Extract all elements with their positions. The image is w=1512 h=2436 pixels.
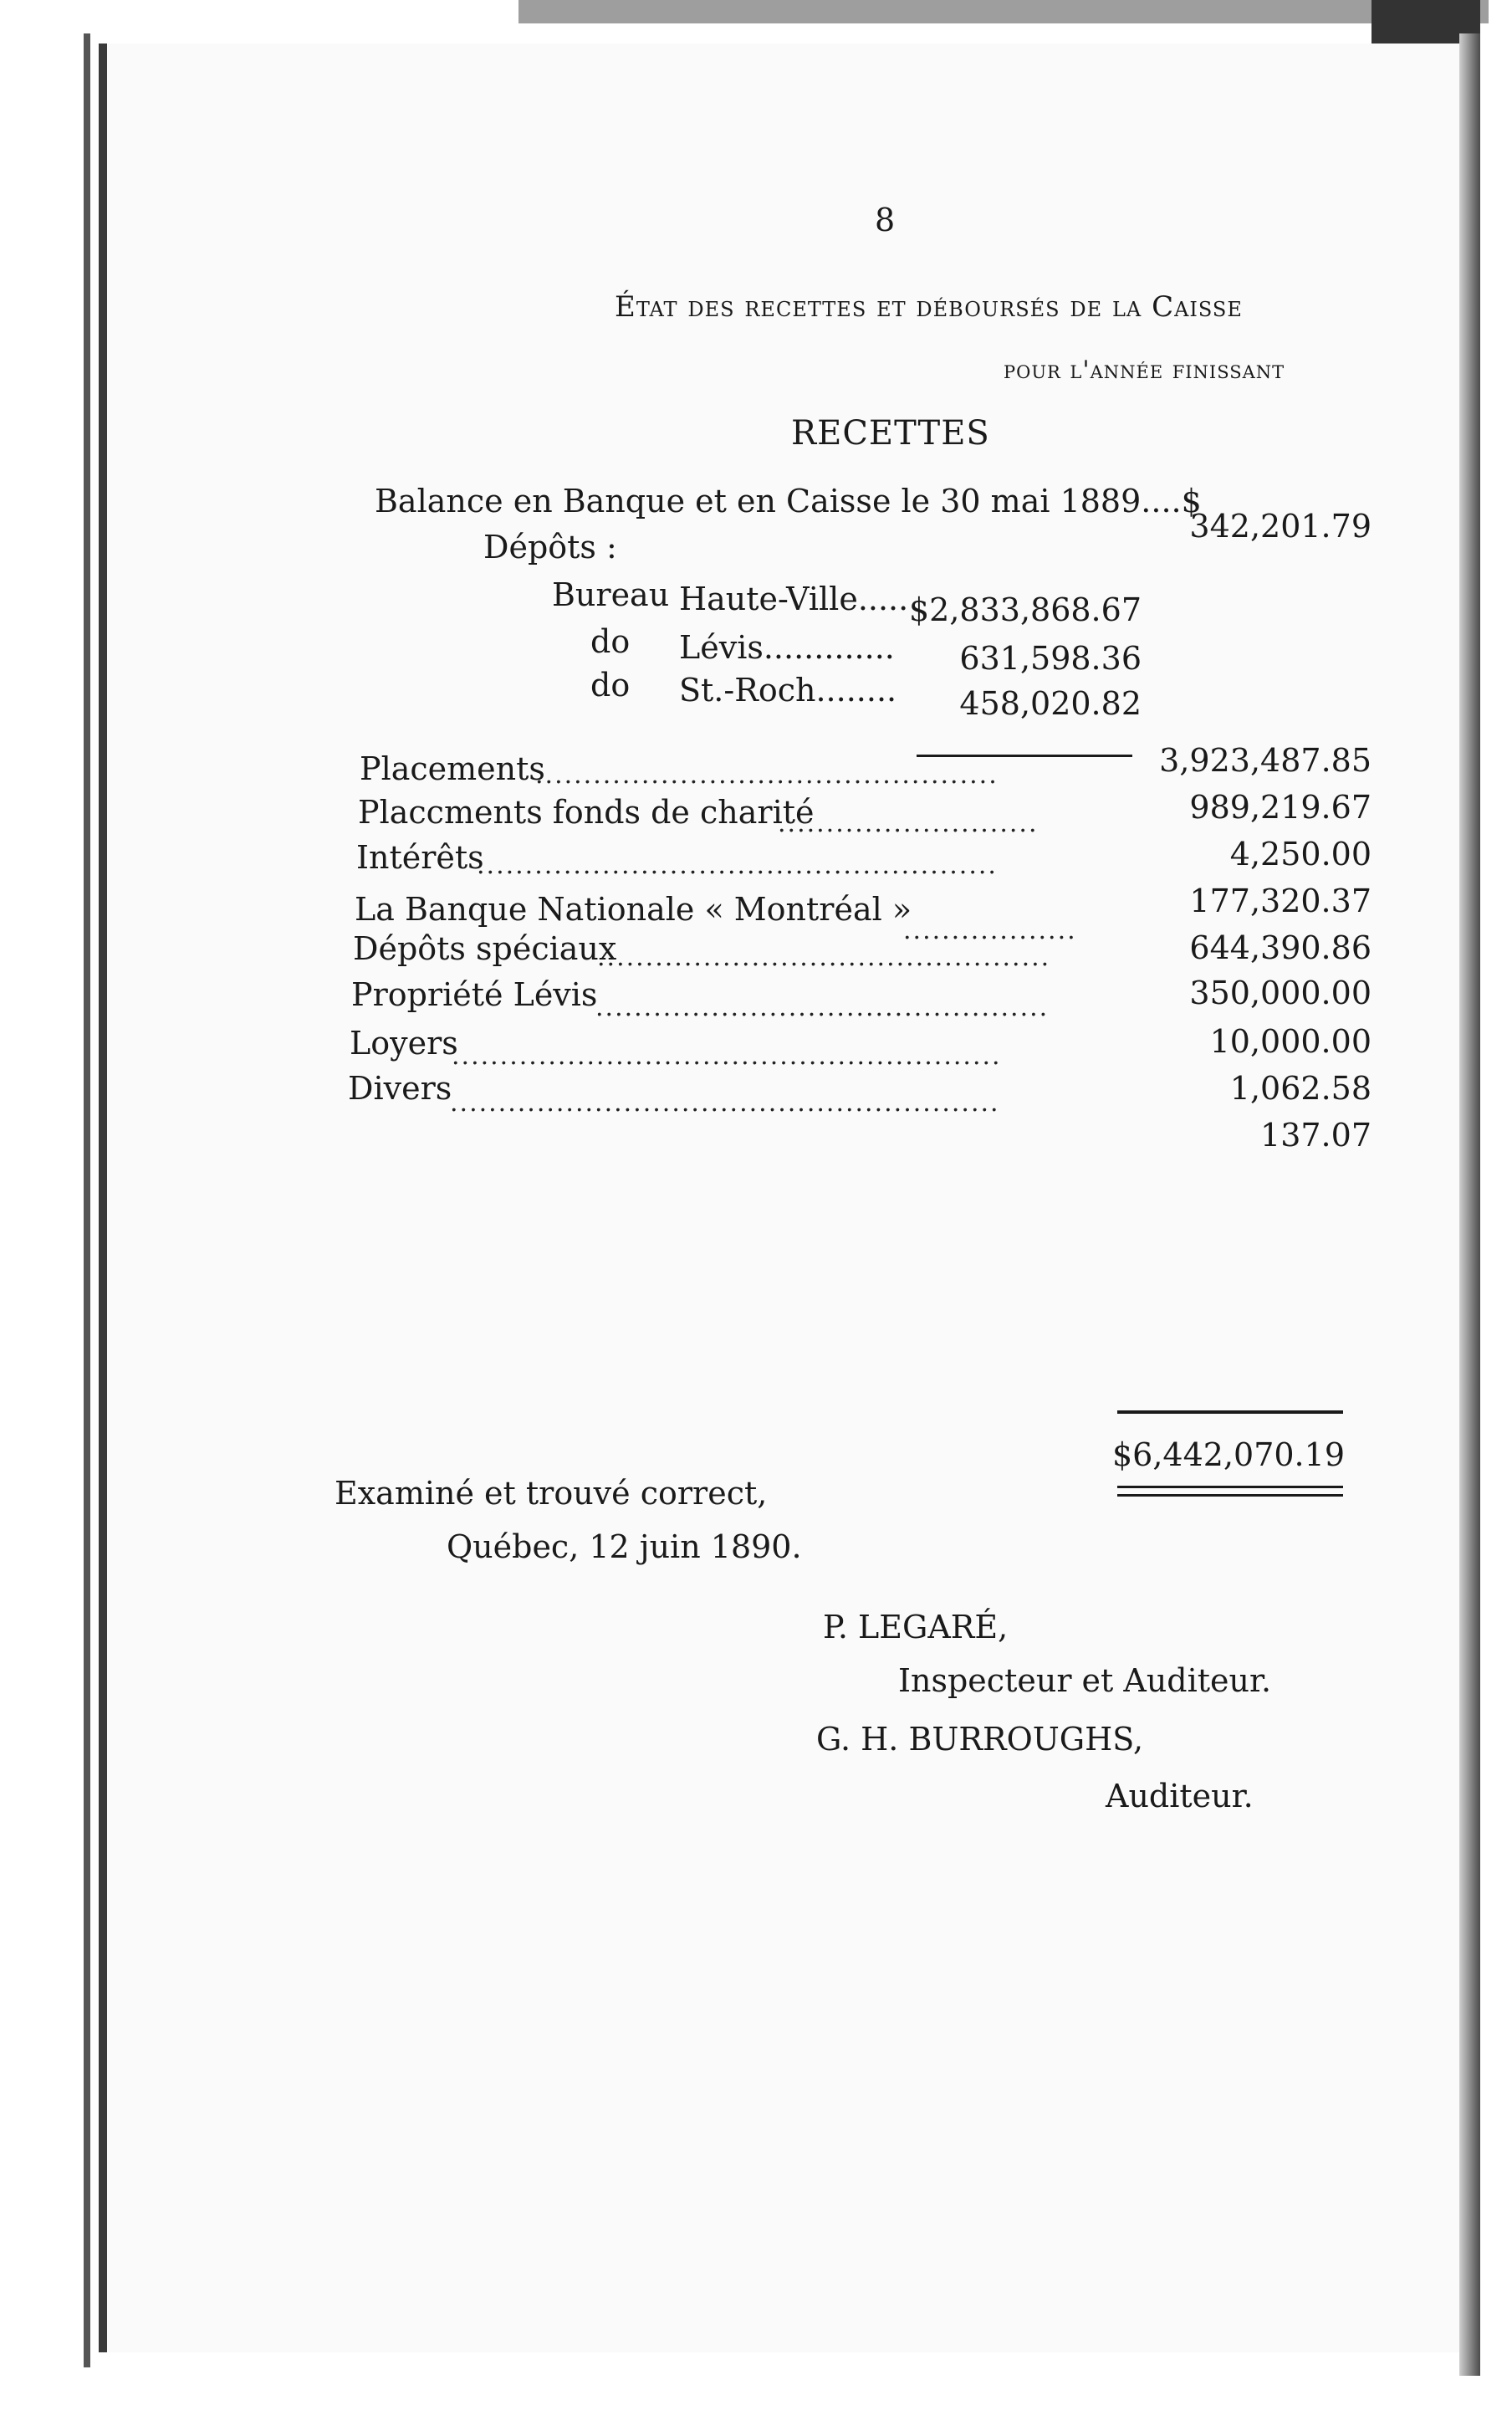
attestation-line2: Québec, 12 juin 1890. xyxy=(447,1528,802,1565)
deposit-prefix: do xyxy=(590,667,631,704)
item-amount: 137.07 xyxy=(1260,1117,1372,1154)
dot-leader: ............................................... xyxy=(597,943,1051,972)
deposit-amount: $2,833,868.67 xyxy=(908,591,1142,628)
total-double-rule-1 xyxy=(1117,1486,1343,1488)
item-amount: 644,390.86 xyxy=(1189,929,1372,966)
deposit-amount: 631,598.36 xyxy=(959,640,1142,677)
item-amount: 4,250.00 xyxy=(1229,836,1372,873)
item-label: La Banque Nationale « Montréal » xyxy=(355,891,912,928)
item-label: Propriété Lévis xyxy=(351,976,598,1013)
signatory-title: Auditeur. xyxy=(1106,1778,1254,1814)
dot-leader: ............................................... xyxy=(595,993,1050,1022)
item-amount: 177,320.37 xyxy=(1189,883,1372,919)
statement-heading-line1: État des recettes et déboursés de la Caisse xyxy=(615,290,1243,324)
dot-leader: .................. xyxy=(903,916,1077,945)
signatory-title: Inspecteur et Auditeur. xyxy=(898,1662,1272,1699)
item-label: Placements xyxy=(360,750,545,787)
item-label: Placcments fonds de charité xyxy=(358,794,815,831)
signatory-name: P. LEGARÉ, xyxy=(823,1609,1009,1645)
dot-leader: ................................................ xyxy=(535,760,999,790)
item-label: Dépôts spéciaux xyxy=(353,930,617,967)
item-amount: 350,000.00 xyxy=(1189,975,1372,1011)
deposit-prefix: Bureau xyxy=(552,576,670,613)
item-amount: 989,219.67 xyxy=(1189,789,1372,826)
deposit-name: St.-Roch........ xyxy=(679,672,897,709)
grand-total: $6,442,070.19 xyxy=(1111,1436,1345,1473)
item-amount: 1,062.58 xyxy=(1229,1070,1372,1107)
deposit-prefix: do xyxy=(590,623,631,660)
section-title: RECETTES xyxy=(791,414,990,453)
total-rule-top xyxy=(1117,1410,1343,1414)
item-amount: 10,000.00 xyxy=(1209,1023,1372,1060)
balance-amount: 342,201.79 xyxy=(1189,508,1372,545)
item-label: Intérêts xyxy=(356,839,484,876)
item-label: Divers xyxy=(348,1070,452,1107)
scan-right-edge xyxy=(1459,33,1480,2376)
deposits-total: 3,923,487.85 xyxy=(1159,742,1372,779)
subtotal-rule xyxy=(917,755,1132,757)
signatory-name: G. H. BURROUGHS, xyxy=(816,1721,1144,1758)
scan-binding-edge xyxy=(84,33,90,2367)
statement-heading-line2: pour l'année finissant xyxy=(1004,356,1285,385)
dot-leader: ........................... xyxy=(778,809,1039,838)
page-number: 8 xyxy=(875,202,896,238)
dot-leader: ......................................................... xyxy=(450,1088,1000,1118)
document-page xyxy=(99,44,1475,2352)
balance-label: Balance en Banque et en Caisse le 30 mai 1889....$ xyxy=(375,483,1202,519)
deposit-name: Lévis............. xyxy=(679,629,895,666)
dot-leader: ......................................................... xyxy=(452,1041,1002,1071)
total-double-rule-2 xyxy=(1117,1494,1343,1497)
deposit-amount: 458,020.82 xyxy=(959,685,1142,722)
scan-top-strip xyxy=(518,0,1489,23)
attestation-line1: Examiné et trouvé correct, xyxy=(335,1475,768,1512)
deposit-name: Haute-Ville..... xyxy=(679,581,909,617)
deposits-label: Dépôts : xyxy=(483,529,617,566)
item-label: Loyers xyxy=(350,1025,458,1062)
dot-leader: ...................................................... xyxy=(477,851,998,880)
